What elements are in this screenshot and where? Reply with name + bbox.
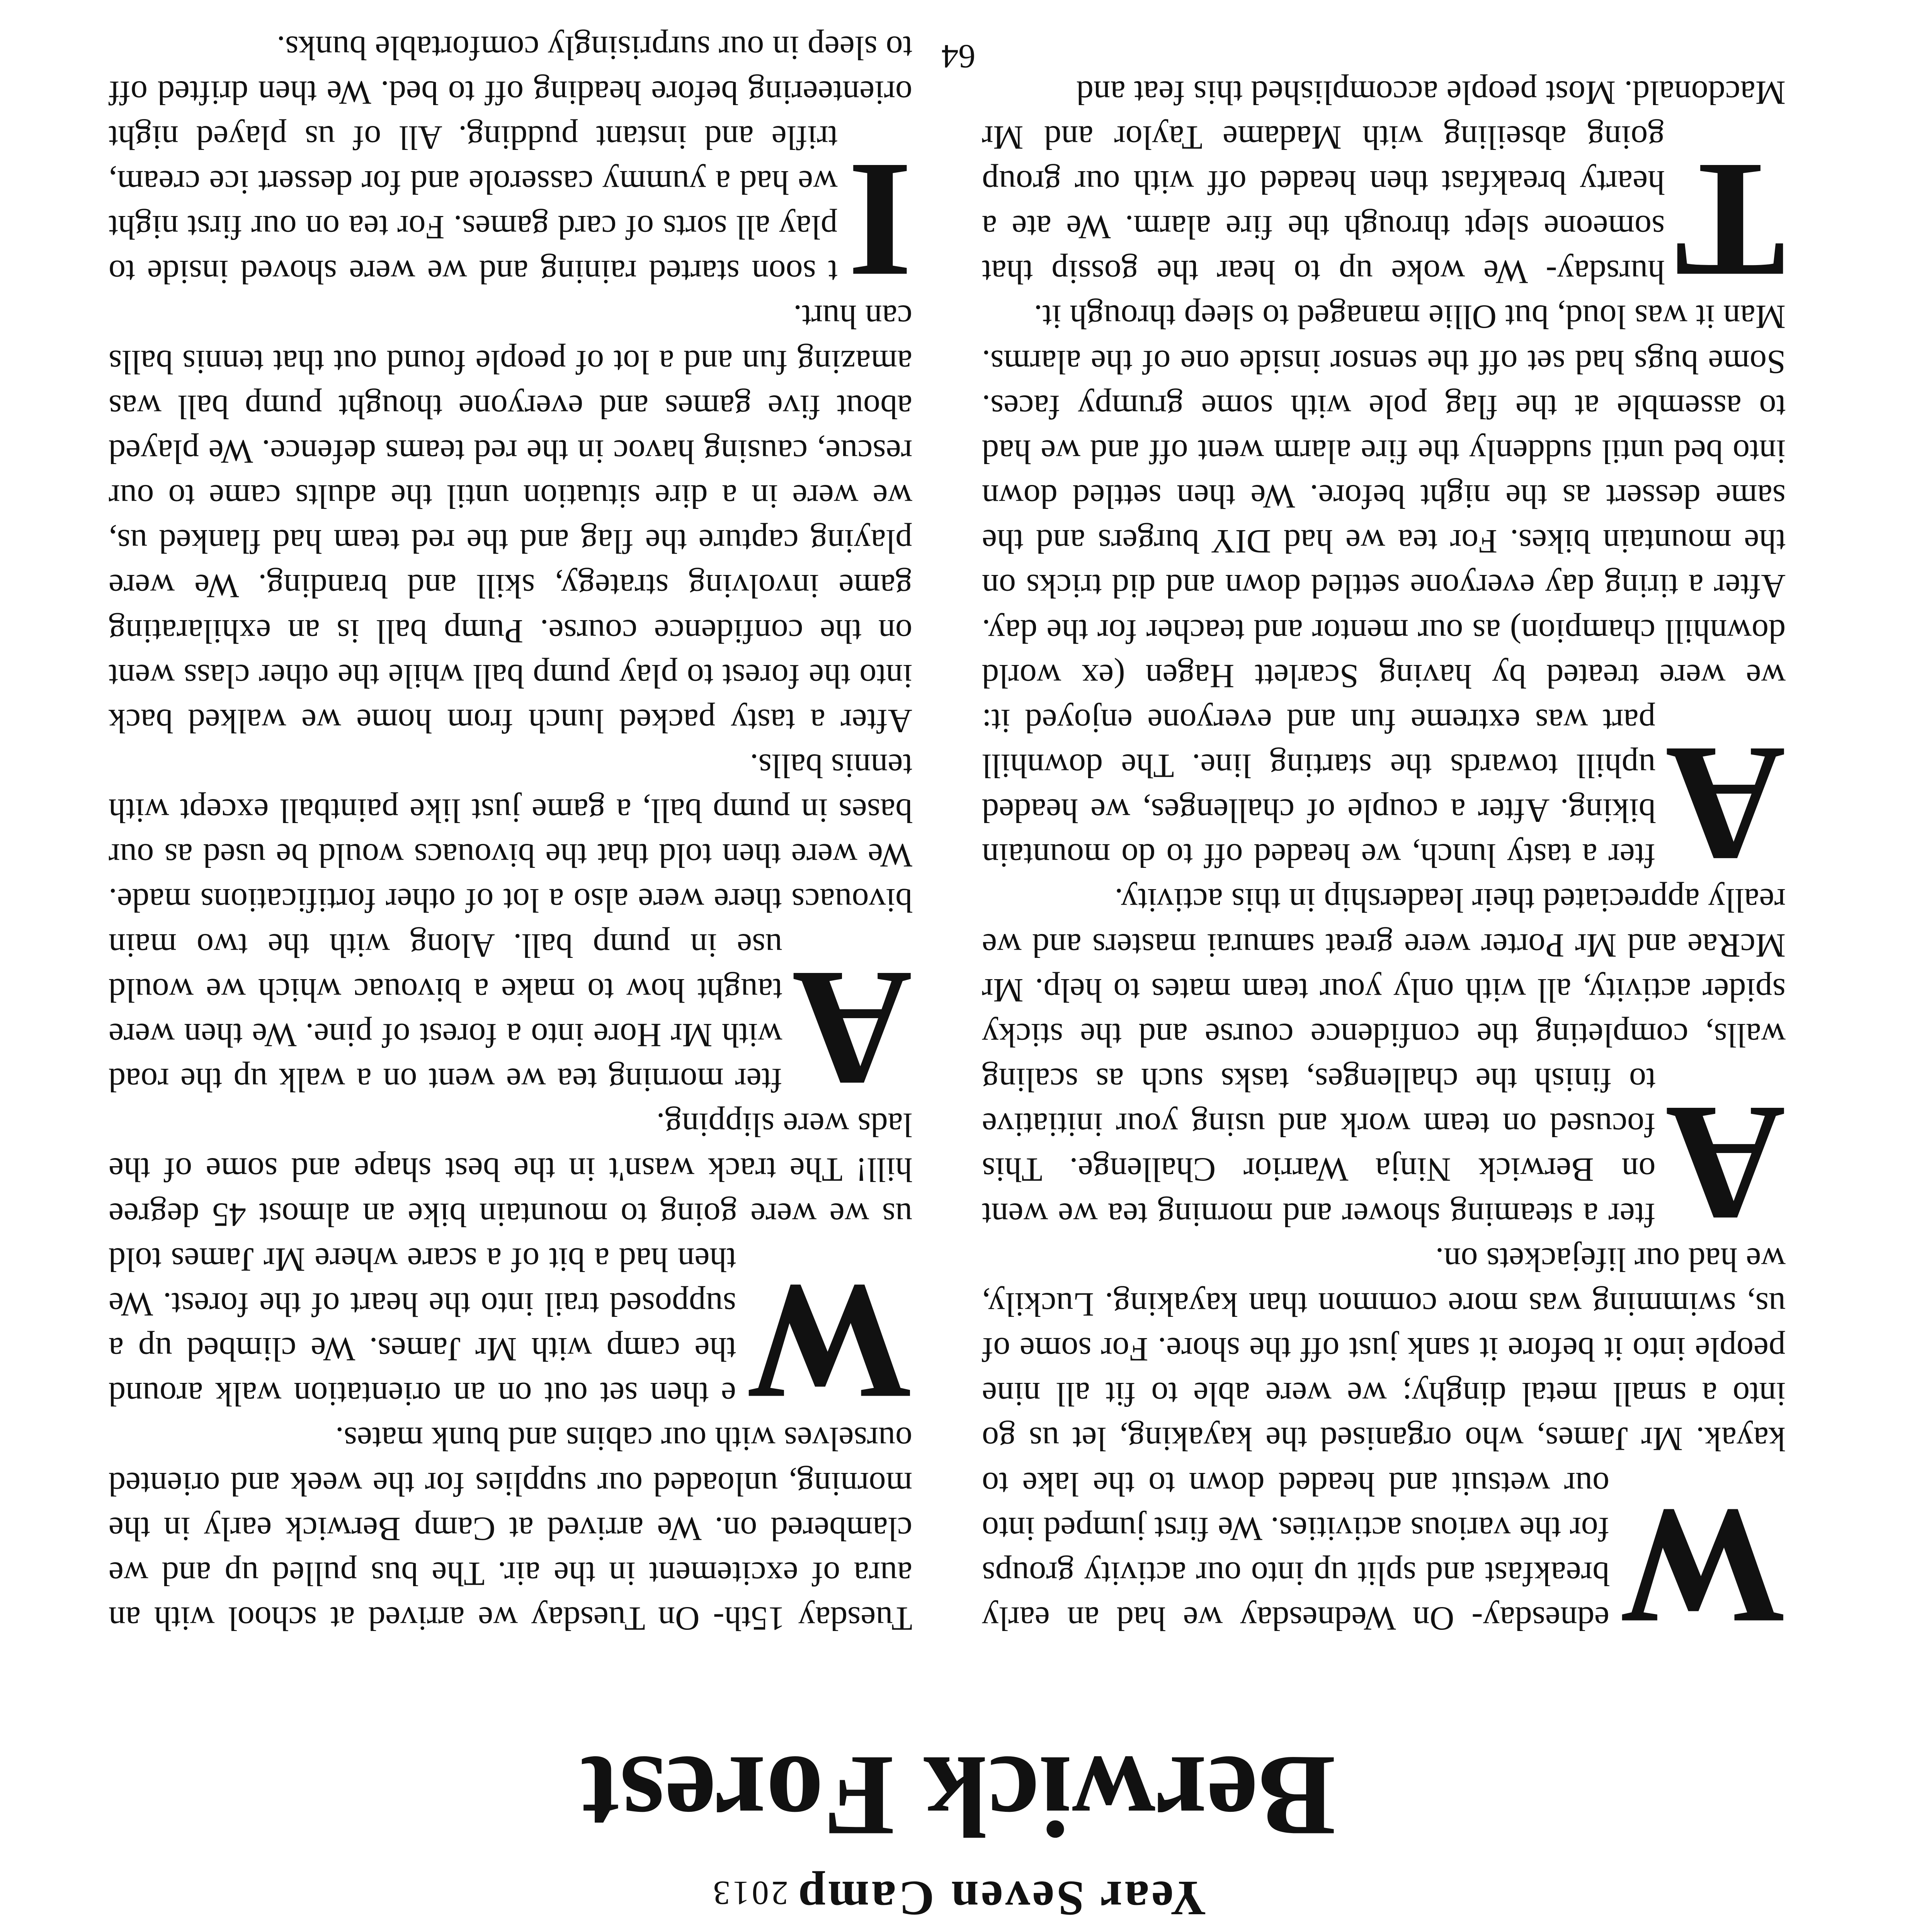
paragraph	[982, 294, 1786, 896]
drop-cap: I	[847, 129, 912, 313]
paragraph-text: hursday- We woke up to hear the gossip that someone slept through the fire alarm. We ate a hearty breakfast then headed off with our group going abseiling with Madame Taylor and Mr Macdonald. Most people accomplished this feat and	[982, 73, 1786, 291]
drop-cap: W	[1619, 1475, 1786, 1659]
article-column-right	[982, 70, 1786, 1659]
title-block	[0, 1732, 1917, 1927]
paragraph	[982, 1237, 1786, 1659]
paragraph-text: fter morning tea we went on a walk up the road with Mr Hore into a forest of pine. We then were taught how to make a bivouac which we would use in pump ball. Along with the two main bivouacs there were also a lot of other fortifications made. We were then told that the bivouacs would be used as our bases in pump ball, a game just like paintball except with tennis balls.	[109, 747, 912, 1099]
paragraph-text: fter a steaming shower and morning tea we went on Berwick Ninja Warrior Challenge. This focused on team work and using your initiative to finish the challenges, tasks such as scaling walls, completing the confidence course and the sticky spider activity, all with only your team mates to help. Mr McRae and Mr Porter were great samurai masters and we really appreciated their leadership in this activity.	[982, 881, 1786, 1233]
paragraph-text: fter a tasty lunch, we headed off to do mountain biking. After a couple of challenges, we headed uphill towards the starting line. The downhill part was extreme fun and everyone enjoyed it: we were treated by having Scarlett Hagen (ex world downhill champion) as our mentor and teacher for the day. After a tiring day everyone settled down and did tricks on the mountain bikes. For tea we had DIY burgers and the same dessert as the night before. We then settled down into bed until suddenly the fire alarm went off and we had to assemble at the flag pole with some grumpy faces. Some bugs had set off the sensor inside one of the alarms. Man it was loud, but Ollie managed to sleep through it.	[982, 298, 1786, 874]
paragraph: Tuesday 15th- On Tuesday we arrived at school with an aura of excitement in the air. The bus pulled up and we clambered on. We arrived at Camp Berwick early in the morning, unloaded our supplies for the week and oriented ourselves with our cabins and bunk mates.	[109, 1420, 912, 1637]
drop-cap: A	[1665, 1071, 1786, 1255]
kicker	[0, 1870, 1917, 1927]
drop-cap: A	[792, 937, 912, 1121]
drop-cap: W	[746, 1251, 912, 1435]
drop-cap: A	[1665, 712, 1786, 896]
paragraph-text: t soon started raining and we were shoved inside to play all sorts of card games. For tea on our first night we had a yummy casserole and for dessert ice cream, trifle and instant pudding. All of us played night orienteering before heading off to bed. We then drifted off to sleep in our surprisingly comfortable bunks.	[109, 29, 912, 291]
drop-cap: T	[1675, 129, 1786, 313]
paragraph-text: e then set out on an orientation walk around the camp with Mr James. We climbed up a supposed trail into the heart of the forest. We then had a bit of a scare where Mr James told us we were going to mountain bike an almost 45 degree hill! The track wasn't in the best shape and some of the lads were slipping.	[109, 1106, 912, 1413]
paragraph	[109, 743, 912, 1121]
kicker-text: Year Seven Camp	[796, 1871, 1206, 1926]
paragraph	[109, 1102, 912, 1435]
paragraph	[982, 70, 1786, 313]
paragraph: After a tasty packed lunch from home we walked back into the forest to play pump ball while the other class went on the confidence course. Pump ball is an exhilarating game involving strategy, skill and branding. We were playing capture the flag and the red team had flanked us, we were in a dire situation until the adults came to our rescue, causing havoc in the red teams defence. We played about five games and everyone thought pump ball was amazing fun and a lot of people found out that tennis balls can hurt.	[109, 298, 912, 740]
page-number: 64	[941, 37, 976, 75]
paragraph	[982, 878, 1786, 1255]
paragraph-text: ednesday- On Wednesday we had an early breakfast and split up into our activity groups for the various activities. We first jumped into our wetsuit and headed down to the lake to kayak. Mr James, who organised the kayaking, let us go into a small metal dinghy; we were able to fit all nine people into it before it sank just off the shore. For some of us, swimming was more common than kayaking. Luckily, we had our lifejackets on.	[982, 1240, 1786, 1637]
article-column-left	[109, 25, 912, 1641]
kicker-year: 2013	[711, 1874, 788, 1912]
page-title: Berwick Forest	[581, 1732, 1336, 1861]
